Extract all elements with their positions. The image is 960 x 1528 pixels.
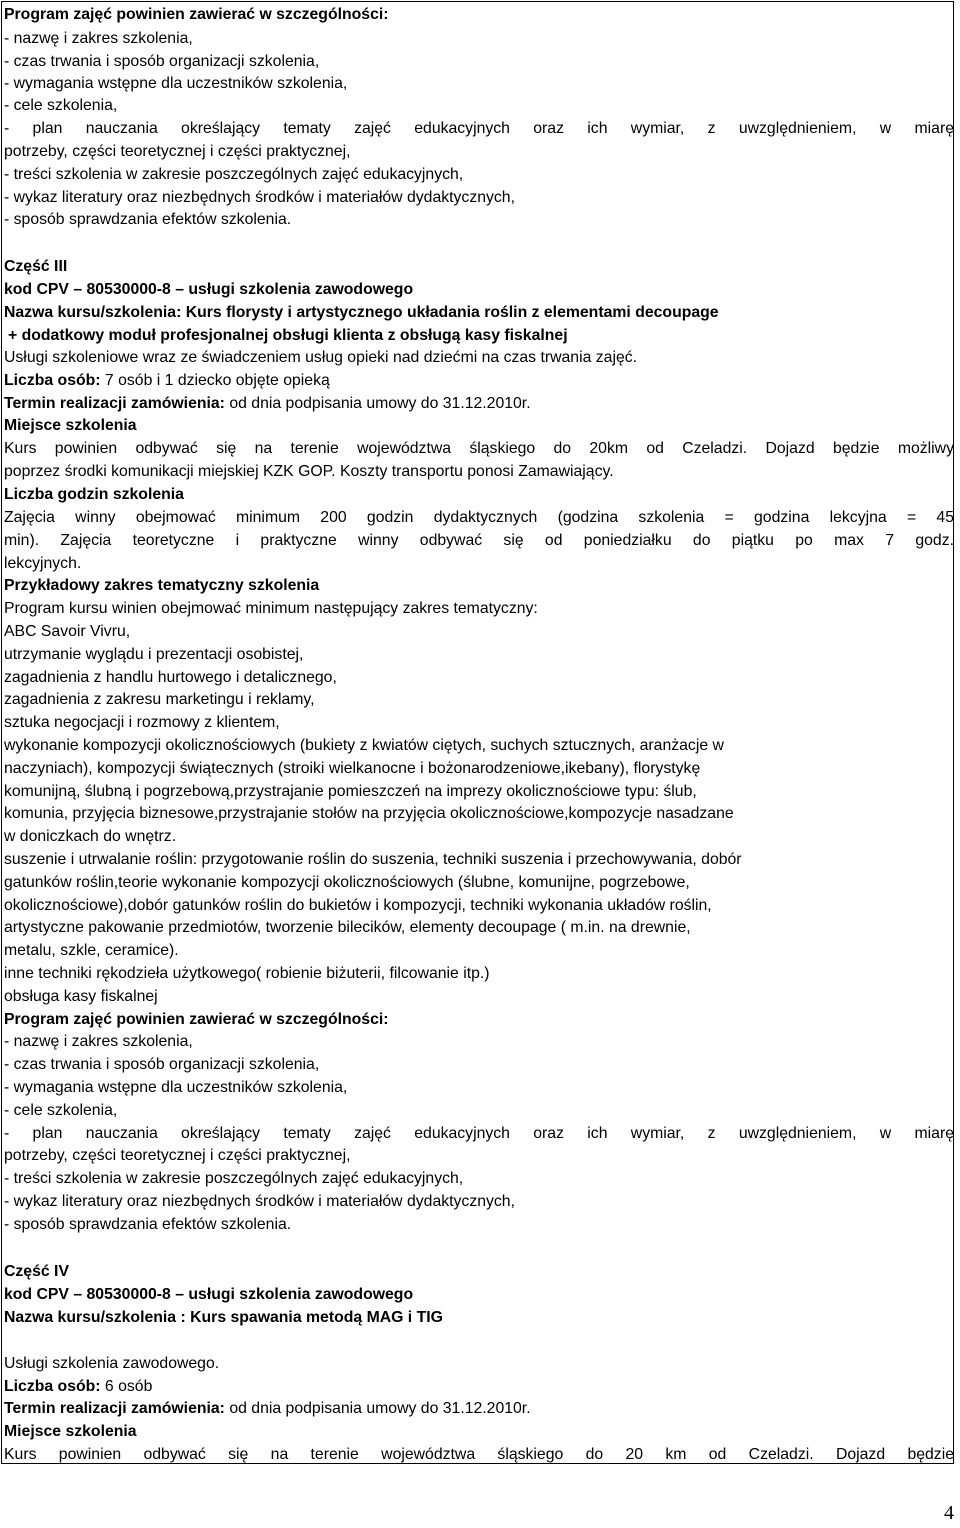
scope-line: Program kursu winien obejmować minimum następujący zakres tematyczny: [4, 600, 538, 617]
scope-line: sztuka negocjacji i rozmowy z klientem, [4, 714, 280, 731]
part3-course-name: Nazwa kursu/szkolenia: Kurs florysty i artystycznego układania roślin z elementami decoupage [4, 304, 719, 321]
list-item: - plan nauczania określający tematy zajęć edukacyjnych oraz ich wymiar, z uwzględnieniem, w miarę [4, 120, 954, 137]
persons-value: 7 osób i 1 dziecko objęte opieką [100, 372, 330, 389]
list-item: - cele szkolenia, [4, 97, 118, 114]
part3-title: Część III [4, 258, 68, 275]
scope-line: zagadnienia z handlu hurtowego i detalicznego, [4, 669, 337, 686]
part4-course-name: Nazwa kursu/szkolenia : Kurs spawania metodą MAG i TIG [4, 1309, 443, 1326]
list-item: - wykaz literatury oraz niezbędnych środków i materiałów dydaktycznych, [4, 189, 515, 206]
program-heading: Program zajęć powinien zawierać w szczególności: [4, 1011, 389, 1028]
persons-label: Liczba osób: [4, 372, 101, 389]
scope-line: inne techniki rękodzieła użytkowego( robienie biżuterii, filcowanie itp.) [4, 965, 490, 982]
part3-persons [4, 370, 330, 392]
part3-place-text: poprzez środki komunikacji miejskiej KZK GOP. Koszty transportu ponosi Zamawiający. [4, 463, 614, 480]
term-label: Termin realizacji zamówienia: [4, 395, 225, 412]
persons-label: Liczba osób: [4, 1378, 101, 1395]
part3-course-module: + dodatkowy moduł profesjonalnej obsługi klienta z obsługą kasy fiskalnej [8, 327, 568, 344]
list-item: - wymagania wstępne dla uczestników szkolenia, [4, 75, 348, 92]
part3-hours-text: lekcyjnych. [4, 555, 82, 572]
part4-persons [4, 1376, 152, 1398]
list-item: - treści szkolenia w zakresie poszczególnych zajęć edukacyjnych, [4, 1170, 464, 1187]
scope-line: obsługa kasy fiskalnej [4, 988, 158, 1005]
term-label: Termin realizacji zamówienia: [4, 1400, 225, 1417]
term-value: od dnia podpisania umowy do 31.12.2010r. [224, 395, 531, 412]
list-item: - treści szkolenia w zakresie poszczególnych zajęć edukacyjnych, [4, 166, 464, 183]
list-item: - nazwę i zakres szkolenia, [4, 1033, 193, 1050]
list-item: - cele szkolenia, [4, 1102, 118, 1119]
scope-line: utrzymanie wyglądu i prezentacji osobistej, [4, 646, 304, 663]
scope-line: gatunków roślin,teorie wykonanie kompozycji okolicznościowych (ślubne, komunijne, pogrzebowe, [4, 874, 690, 891]
part4-cpv: kod CPV – 80530000-8 – usługi szkolenia zawodowego [4, 1286, 414, 1303]
program-heading: Program zajęć powinien zawierać w szczególności: [4, 6, 389, 23]
scope-line: okolicznościowe),dobór gatunków roślin do bukietów i kompozycji, techniki wykonania układów roślin, [4, 897, 712, 914]
list-item: potrzeby, części teoretycznej i części praktycznej, [4, 1147, 351, 1164]
scope-line: zagadnienia z zakresu marketingu i reklamy, [4, 691, 315, 708]
scope-line: naczyniach), kompozycji świątecznych (stroiki wielkanocne i bożonarodzeniowe,ikebany), florystykę [4, 760, 701, 777]
list-item: - sposób sprawdzania efektów szkolenia. [4, 211, 292, 228]
scope-line: komunijną, ślubną i pogrzebową,przystrajanie pomieszczeń na imprezy okolicznościowe typu: ślub, [4, 783, 697, 800]
term-value: od dnia podpisania umowy do 31.12.2010r. [224, 1400, 531, 1417]
part3-hours-text: Zajęcia winny obejmować minimum 200 godzin dydaktycznych (godzina szkolenia = godzina lekcyjna = 45 [4, 509, 954, 526]
scope-line: suszenie i utrwalanie roślin: przygotowanie roślin do suszenia, techniki suszenia i przechowywania, dobór [4, 851, 742, 868]
scope-line: komunia, przyjęcia biznesowe,przystrajanie stołów na przyjęcia okolicznościowe,kompozycje nasadzane [4, 805, 734, 822]
list-item: - wymagania wstępne dla uczestników szkolenia, [4, 1079, 348, 1096]
scope-line: wykonanie kompozycji okolicznościowych (bukiety z kwiatów ciętych, suchych sztucznych, aranżacje w [4, 737, 724, 754]
list-item: - nazwę i zakres szkolenia, [4, 30, 193, 47]
part4-place-label: Miejsce szkolenia [4, 1423, 137, 1440]
list-item: - czas trwania i sposób organizacji szkolenia, [4, 1056, 320, 1073]
list-item: - wykaz literatury oraz niezbędnych środków i materiałów dydaktycznych, [4, 1193, 515, 1210]
list-item: - czas trwania i sposób organizacji szkolenia, [4, 53, 320, 70]
part3-place-label: Miejsce szkolenia [4, 417, 137, 434]
scope-line: artystyczne pakowanie przedmiotów, tworzenie bilecików, elementy decoupage ( m.in. na drewnie, [4, 919, 691, 936]
list-item: potrzeby, części teoretycznej i części praktycznej, [4, 143, 351, 160]
part3-scope-label: Przykładowy zakres tematyczny szkolenia [4, 577, 320, 594]
part4-title: Część IV [4, 1263, 69, 1280]
list-item: - plan nauczania określający tematy zajęć edukacyjnych oraz ich wymiar, z uwzględnieniem, w miarę [4, 1125, 954, 1142]
part3-hours-text: min). Zajęcia teoretyczne i praktyczne winny odbywać się od poniedziałku do piątku po max 7 godz. [4, 532, 954, 549]
part3-place-text: Kurs powinien odbywać się na terenie województwa śląskiego do 20km od Czeladzi. Dojazd będzie możliwy [4, 440, 954, 457]
part3-services: Usługi szkoleniowe wraz ze świadczeniem usług opieki nad dziećmi na czas trwania zajęć. [4, 349, 638, 366]
scope-line: w doniczkach do wnętrz. [4, 828, 177, 845]
part4-place-text: Kurs powinien odbywać się na terenie województwa śląskiego do 20 km od Czeladzi. Dojazd będzie [4, 1446, 954, 1463]
list-item: - sposób sprawdzania efektów szkolenia. [4, 1216, 292, 1233]
page-number: 4 [944, 1502, 954, 1524]
part4-term [4, 1398, 531, 1420]
part3-term [4, 393, 531, 415]
scope-line: metalu, szkle, ceramice). [4, 942, 179, 959]
part3-hours-label: Liczba godzin szkolenia [4, 486, 184, 503]
scope-line: ABC Savoir Vivru, [4, 623, 131, 640]
persons-value: 6 osób [100, 1378, 153, 1395]
part3-cpv: kod CPV – 80530000-8 – usługi szkolenia zawodowego [4, 281, 414, 298]
part4-services: Usługi szkolenia zawodowego. [4, 1355, 220, 1372]
